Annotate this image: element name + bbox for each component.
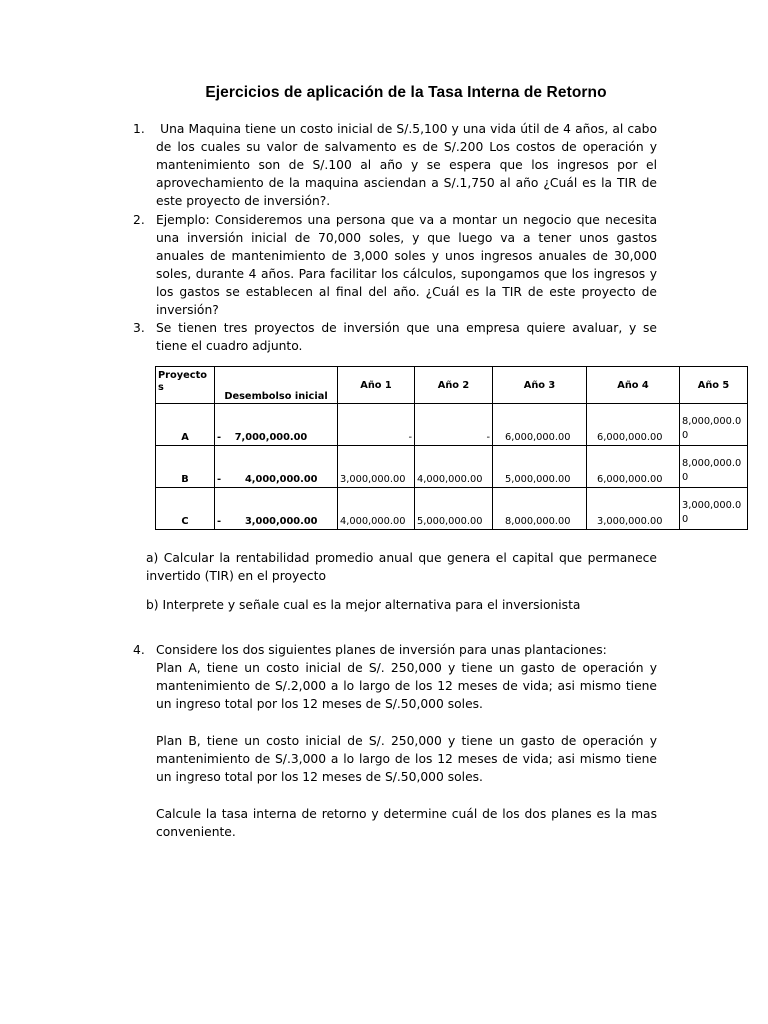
year-4-value: 6,000,000.00	[587, 404, 680, 446]
year-4-value: 3,000,000.00	[587, 488, 680, 530]
question-a: a) Calcular la rentabilidad promedio anual que genera el capital que permanece invertido (TIR) en el proyecto	[146, 551, 657, 583]
exercise-number: 3.	[133, 321, 145, 335]
exercise-1	[133, 120, 661, 210]
header-desembolso: Desembolso inicial	[215, 367, 338, 404]
projects-table	[155, 366, 748, 530]
exercise-number: 2.	[133, 213, 145, 227]
year-2-value: 5,000,000.00	[415, 488, 493, 530]
exercise-4	[133, 641, 657, 659]
year-1-value: 4,000,000.00	[338, 488, 415, 530]
year-4-value: 6,000,000.00	[587, 446, 680, 488]
table-header-row	[156, 367, 748, 404]
header-year-2: Año 2	[415, 367, 493, 404]
exercise-text: Una Maquina tiene un costo inicial de S/.5,100 y una vida útil de 4 años, al cabo de los cuales su valor de salvamento es de S/.200 Los costos de operación y mantenimiento son de S/.100 al año y se espera que los ingresos por el aprovechamiento de la maquina asciendan a S/.1,750 al año ¿Cuál es la TIR de este proyecto de inversión?.	[156, 122, 661, 208]
header-year-3: Año 3	[493, 367, 587, 404]
project-name: A	[156, 404, 215, 446]
exercise-2	[133, 211, 657, 319]
exercise-text: Considere los dos siguientes planes de inversión para unas plantaciones:	[156, 643, 607, 657]
exercise-number: 1.	[133, 122, 145, 136]
year-2-value: -	[415, 404, 493, 446]
initial-investment-cell	[215, 446, 338, 488]
year-5-value: 8,000,000.00	[680, 446, 748, 488]
dash: -	[217, 474, 222, 485]
initial-investment: 7,000,000.00	[234, 432, 308, 443]
table-row	[156, 404, 748, 446]
question-b: b) Interprete y señale cual es la mejor alternativa para el inversionista	[146, 598, 581, 612]
year-1-value: 3,000,000.00	[338, 446, 415, 488]
year-1-value: -	[338, 404, 415, 446]
exercise-text: Se tienen tres proyectos de inversión que una empresa quiere avaluar, y se tiene el cuadro adjunto.	[156, 321, 657, 353]
year-2-value: 4,000,000.00	[415, 446, 493, 488]
initial-investment: 4,000,000.00	[244, 474, 318, 485]
header-year-5: Año 5	[680, 367, 748, 404]
initial-investment-cell	[215, 404, 338, 446]
project-name: C	[156, 488, 215, 530]
exercise-number: 4.	[133, 643, 145, 657]
plan-b-text: Plan B, tiene un costo inicial de S/. 250,000 y tiene un gasto de operación y mantenimiento de S/.3,000 a lo largo de los 12 meses de vida; asi mismo tiene un ingreso total por los 12 meses de S/.50,000 soles.	[156, 734, 657, 784]
initial-investment: 3,000,000.00	[244, 516, 318, 527]
table-row	[156, 488, 748, 530]
document-title: Ejercicios de aplicación de la Tasa Interna de Retorno	[205, 84, 607, 101]
header-year-4: Año 4	[587, 367, 680, 404]
year-3-value: 6,000,000.00	[493, 404, 587, 446]
exercise-3	[133, 319, 657, 355]
plan-a-text: Plan A, tiene un costo inicial de S/. 250,000 y tiene un gasto de operación y mantenimiento de S/.2,000 a lo largo de los 12 meses de vida; asi mismo tiene un ingreso total por los 12 meses de S/.50,000 soles.	[156, 661, 657, 711]
header-year-1: Año 1	[338, 367, 415, 404]
table-row	[156, 446, 748, 488]
year-3-value: 8,000,000.00	[493, 488, 587, 530]
project-name: B	[156, 446, 215, 488]
dash: -	[217, 516, 222, 527]
header-proyectos: Proyectos	[156, 367, 215, 404]
year-5-value: 8,000,000.00	[680, 404, 748, 446]
year-3-value: 5,000,000.00	[493, 446, 587, 488]
year-5-value: 3,000,000.00	[680, 488, 748, 530]
dash: -	[217, 432, 222, 443]
exercise-text: Ejemplo: Consideremos una persona que va a montar un negocio que necesita una inversión inicial de 70,000 soles, y que luego va a tener unos gastos anuales de mantenimiento de 3,000 soles y unos ingresos anuales de 30,000 soles, durante 4 años. Para facilitar los cálculos, supongamos que los ingresos y los gastos se establecen al final del año. ¿Cuál es la TIR de este proyecto de inversión?	[156, 213, 657, 317]
conclusion-text: Calcule la tasa interna de retorno y determine cuál de los dos planes es la mas conveniente.	[156, 807, 657, 839]
initial-investment-cell	[215, 488, 338, 530]
